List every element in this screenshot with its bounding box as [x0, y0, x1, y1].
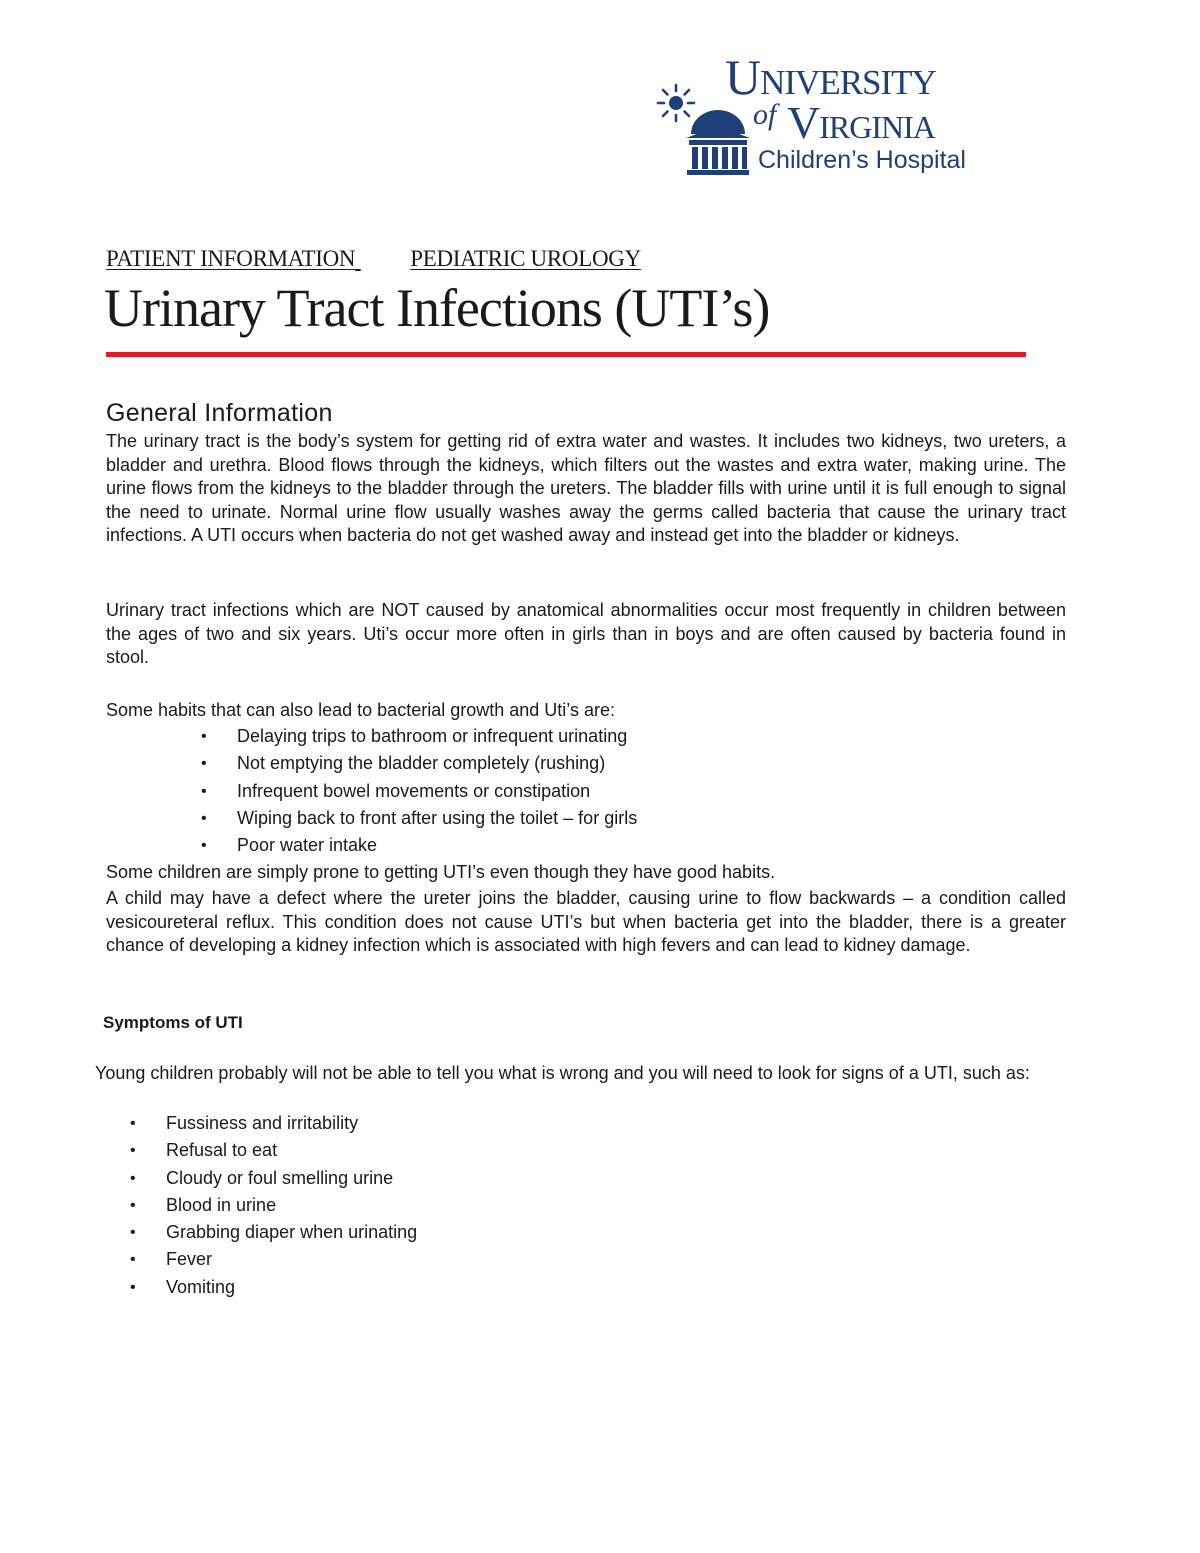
- uva-childrens-hospital-logo: [655, 49, 1015, 182]
- bullet-icon: •: [130, 1224, 136, 1242]
- paragraph-uti-frequency: Urinary tract infections which are NOT caused by anatomical abnormalities occur most frequently in children between the ages of two and six years. Uti’s occur more often in girls than in boys and are often caused by bacteria found in stool.: [106, 600, 1066, 668]
- list-item: • Cloudy or foul smelling urine: [166, 1165, 417, 1192]
- list-item: • Poor water intake: [237, 832, 637, 859]
- list-item: • Fever: [166, 1246, 417, 1273]
- bullet-icon: •: [201, 755, 207, 773]
- logo-virginia-text: Virginia: [787, 97, 935, 148]
- paragraph-habits-intro: Some habits that can also lead to bacterial growth and Uti’s are:: [106, 700, 615, 720]
- kicker-patient-information: PATIENT INFORMATION: [106, 246, 356, 271]
- paragraph-symptoms-intro: Young children probably will not be able to tell you what is wrong and you will need to look for signs of a UTI, such as:: [95, 1063, 1030, 1083]
- list-item: • Blood in urine: [166, 1192, 417, 1219]
- bullet-icon: •: [201, 728, 207, 745]
- paragraph-vesicoureteral-reflux: A child may have a defect where the ureter joins the bladder, causing urine to flow backwards – a condition called vesicoureteral reflux. This condition does not cause UTI’s but when bacteria get into the bladder, there is a greater chance of developing a kidney infection which is associated with high fevers and can lead to kidney damage.: [106, 888, 1066, 956]
- general-information-heading: General Information: [106, 399, 333, 427]
- logo-university-text: University: [725, 49, 936, 105]
- bullet-icon: •: [130, 1251, 136, 1269]
- bullet-icon: •: [201, 782, 207, 800]
- list-item: • Fussiness and irritability: [166, 1110, 417, 1137]
- bullet-icon: •: [201, 837, 207, 855]
- list-item: • Infrequent bowel movements or constipation: [237, 778, 637, 805]
- list-item: • Wiping back to front after using the toilet – for girls: [237, 805, 637, 832]
- logo-hospital-text: Children’s Hospital: [758, 146, 966, 174]
- document-kicker: [106, 245, 641, 273]
- kicker-gap: [355, 245, 410, 273]
- bullet-icon: •: [130, 1142, 136, 1160]
- bullet-icon: •: [201, 809, 207, 827]
- paragraph-prone-children: Some children are simply prone to getting UTI’s even though they have good habits.: [106, 862, 776, 882]
- bullet-icon: •: [130, 1169, 136, 1187]
- list-item: • Refusal to eat: [166, 1137, 417, 1164]
- list-item: • Not emptying the bladder completely (rushing): [237, 750, 637, 777]
- logo-of-text: of: [753, 98, 777, 131]
- paragraph-urinary-tract: The urinary tract is the body’s system for getting rid of extra water and wastes. It includes two kidneys, two ureters, a bladder and urethra. Blood flows through the kidneys, which filters out the wastes and extra water, making urine. The urine flows from the kidneys to the bladder through the ureters. The bladder fills with urine until it is full enough to signal the need to urinate. Normal urine flow usually washes away the germs called bacteria that cause the urinary tract infections. A UTI occurs when bacteria do not get washed away and instead get into the bladder or kidneys.: [106, 431, 1066, 546]
- bullet-icon: •: [130, 1278, 136, 1296]
- kicker-pediatric-urology: PEDIATRIC UROLOGY: [410, 246, 641, 271]
- page-title: Urinary Tract Infections (UTI’s): [104, 278, 770, 338]
- list-item: • Grabbing diaper when urinating: [166, 1219, 417, 1246]
- symptoms-list: [130, 1110, 418, 1301]
- symptoms-heading: Symptoms of UTI: [103, 1013, 243, 1032]
- bullet-icon: •: [130, 1115, 136, 1132]
- list-item: • Delaying trips to bathroom or infrequent urinating: [237, 723, 637, 750]
- habits-list: [201, 723, 638, 859]
- bullet-icon: •: [130, 1196, 136, 1214]
- title-divider: [106, 352, 1026, 357]
- rotunda-icon: [683, 104, 753, 176]
- list-item: • Vomiting: [166, 1274, 417, 1301]
